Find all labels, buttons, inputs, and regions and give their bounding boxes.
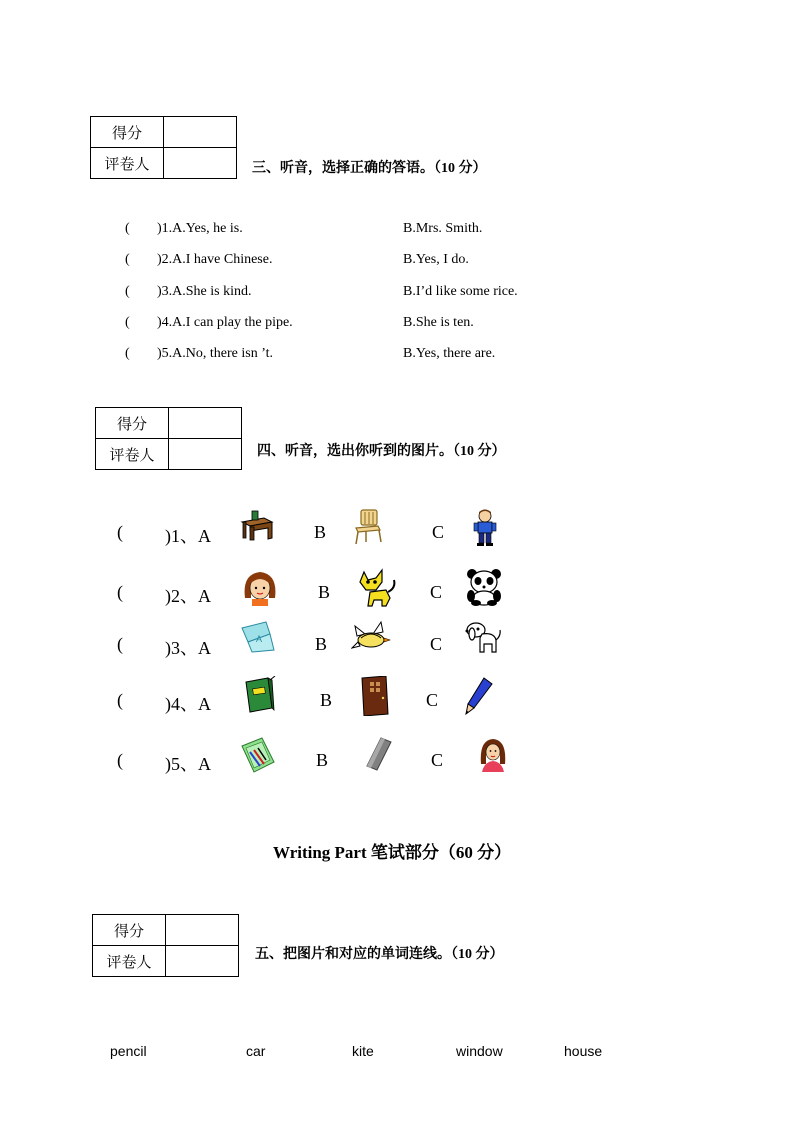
section4-question-4: ( )4、A B C: [0, 676, 794, 726]
option-a: )3.A.She is kind.: [157, 284, 252, 299]
score-label: 得分: [91, 117, 164, 148]
grader-label: 评卷人: [93, 946, 166, 977]
section3-title: 三、听音，选择正确的答语。（10 分）: [252, 161, 487, 176]
bird-icon: [351, 620, 391, 654]
option-b: B.Yes, I do.: [403, 252, 469, 267]
score-blank: [169, 408, 242, 439]
grader-label: 评卷人: [96, 439, 169, 470]
section4-question-2: ( )2、A B C: [0, 568, 794, 618]
ruler-icon: [240, 620, 276, 654]
cat-icon: [356, 568, 398, 608]
svg-text:A: A: [256, 634, 263, 644]
book-icon: [244, 676, 276, 714]
score-label: 得分: [93, 915, 166, 946]
door-icon: [360, 676, 392, 716]
grader-blank: [169, 439, 242, 470]
option-a: )5.A.No, there isn ’t.: [157, 346, 273, 361]
boy-icon: [470, 508, 500, 548]
pencil-case-icon: [240, 736, 276, 774]
score-box-section4: [95, 407, 242, 470]
section4-question-5: ( )5、A B C: [0, 736, 794, 786]
word-house: house: [564, 1043, 603, 1059]
option-a: )4.A.I can play the pipe.: [157, 315, 293, 330]
section4-title: 四、听音，选出你听到的图片。（10 分）: [257, 444, 506, 459]
section4-question-3: ( )3、A A B C: [0, 620, 794, 670]
option-a: )1.A.Yes, he is.: [157, 221, 243, 236]
section4-question-1: ( )1、A B C: [0, 508, 794, 558]
option-b: B.She is ten.: [403, 315, 474, 330]
word-car: car: [246, 1043, 266, 1059]
chair-icon: [352, 508, 384, 546]
grader-blank: [164, 148, 237, 179]
option-a: )2.A.I have Chinese.: [157, 252, 273, 267]
option-b: B.Mrs. Smith.: [403, 221, 483, 236]
panda-icon: [464, 568, 504, 606]
score-label: 得分: [96, 408, 169, 439]
desk-icon: [240, 508, 274, 542]
score-box-section3: [90, 116, 237, 179]
score-blank: [164, 117, 237, 148]
option-b: B.Yes, there are.: [403, 346, 496, 361]
grader-label: 评卷人: [91, 148, 164, 179]
section5-title: 五、把图片和对应的单词连线。（10 分）: [255, 947, 504, 962]
option-b: B.I’d like some rice.: [403, 284, 518, 299]
score-blank: [166, 915, 239, 946]
grader-blank: [166, 946, 239, 977]
word-pencil: pencil: [110, 1043, 147, 1059]
writing-part-title: Writing Part 笔试部分（60 分）: [273, 843, 512, 862]
girl-icon: [242, 568, 278, 606]
pencil-icon: [464, 676, 496, 716]
woman-icon: [478, 736, 508, 772]
dog-icon: [464, 620, 502, 656]
word-kite: kite: [352, 1043, 374, 1059]
eraser-icon: [365, 736, 393, 772]
score-box-section5: [92, 914, 239, 977]
word-window: window: [456, 1043, 503, 1059]
